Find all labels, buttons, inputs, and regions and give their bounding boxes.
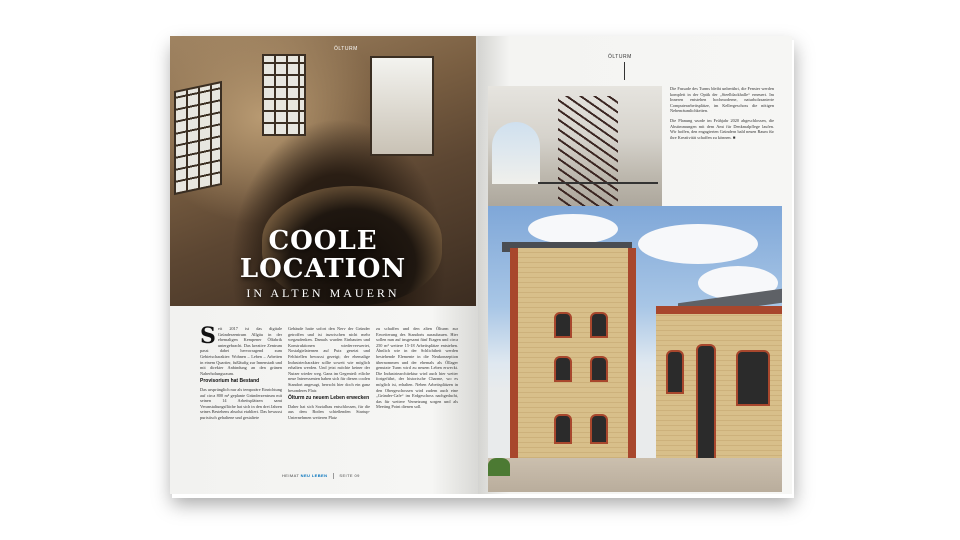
headline-line-1: COOLE bbox=[268, 226, 378, 256]
photo-staircase-interior bbox=[488, 86, 662, 214]
photo-building-exterior bbox=[488, 206, 782, 492]
tower-window bbox=[590, 414, 608, 444]
paragraph: Das ursprünglich nur als temporäre Einrichtung auf circa 800 m² geplante Gründerzentrum mit seinen 14 Arbeitsplätzen samt Veranstaltungsfläche hat sich in den drei Jahren seines Bestehens absolut etabliert. Das bewusst puristisch gehaltene und gestaltete bbox=[200, 386, 282, 420]
paragraph: Die Planung wurde im Frühjahr 2020 abgeschlossen, die Abstimmungen mit dem Amt für Denkmalpflege laufen. Wir hoffen, den engagierten Gründern bald neuen Raum für ihre Kreativität schaffen zu können. bbox=[670, 117, 774, 140]
footer-divider bbox=[333, 473, 334, 479]
hall-door bbox=[696, 344, 716, 464]
drop-cap: S bbox=[200, 323, 216, 349]
footer-accent: NEU LEBEN bbox=[300, 473, 328, 479]
footer-page-number: SEITE 09 bbox=[339, 473, 360, 479]
page-footer bbox=[282, 473, 360, 479]
headline-line-2: LOCATION bbox=[239, 254, 407, 284]
railing bbox=[538, 182, 658, 204]
brick-tower bbox=[510, 248, 636, 462]
tower-window bbox=[590, 312, 608, 338]
tower-window bbox=[554, 312, 572, 338]
article-column-1 bbox=[200, 323, 282, 424]
brick-hall bbox=[656, 306, 782, 470]
section-kicker: ÖLTURM bbox=[334, 46, 358, 52]
paragraph: Die Fassade des Turms bleibt unberührt, die Fenster werden komplett in der Optik der „Steelblackhalle“ erneuert. Im Inneren entstehen hochmoderne, naturholzsanierte Computerarbeitsplätze, im Kellergeschoss die nötigen Nebenräumlichkeiten. bbox=[670, 86, 774, 114]
paragraph: Daher hat sich Sozialbau entschlossen, für die aus dem Boden schießenden Startup-Unternehmen weiteren Platz bbox=[288, 403, 370, 420]
cloud bbox=[528, 214, 618, 244]
article-column-2 bbox=[288, 326, 370, 424]
hall-window bbox=[666, 350, 684, 394]
hero-photo-interior bbox=[170, 36, 476, 306]
kicker-rule bbox=[624, 62, 625, 80]
end-mark: ■ bbox=[732, 134, 736, 140]
hall-window bbox=[736, 350, 770, 406]
arched-window bbox=[174, 81, 222, 195]
cloud bbox=[638, 224, 758, 264]
window-opening bbox=[492, 122, 540, 184]
tower-window bbox=[554, 356, 572, 382]
bright-window-opening bbox=[370, 56, 434, 156]
subheading: Provisorium hat Bestand bbox=[200, 378, 260, 385]
subheading: Ölturm zu neuem Leben erwecken bbox=[288, 395, 370, 402]
tower-window bbox=[590, 356, 608, 382]
article-column-3 bbox=[376, 326, 458, 413]
courtyard-ground bbox=[488, 458, 782, 492]
paragraph: zu schaffen und den alten Ölturm zur Erweiterung des Standorts auszubauen. Hier sollen nun auf insgesamt fünf Etagen und circa 250 m² weitere 15-18 Arbeitsplätze entstehen. Ähnlich wie in der Schlichtheit werden bestehende Elemente in die Neukonzeption übernommen und der ehemals als Öllager genutzte Turm wird zu neuem Leben erweckt. Die Industriearchitektur wird auch hier weiter fortgeführt, der historische Charme, wo es möglich ist, erhalten. Neben Arbeitsplätzen in den Obergeschossen wird zudem auch eine „Gründer-Cafe“ im Erdgeschoss nachgedacht, das für weitere Vernetzung sorgen und als Meeting Point dienen soll. bbox=[376, 326, 458, 410]
paragraph: eit 2017 ist das digitale Gründerzentrum Allgäu in der ehemaligen Kempener Ölfabrik untergebracht. Das kreative Zentrum passt dabei hervorragend zum Gebietscharakter: Wohnen – Leben – Arbeiten in einem Quartier, fußläufig zur Innenstadt und mit direkter Anbindung an den grünen Naherholungsraum. bbox=[200, 326, 282, 376]
paragraph: Gebäude hatte sofort den Nerv der Gründer getroffen und ist inzwischen nicht mehr wegzudenken. Damals wurden Einbauten und Konstruktionen wiederverwertet, Nostalgielaternen auf Putz gesetzt und Fehlstellen bewusst gezeigt; der ehemalige Industriecharakter sollte soweit wie möglich erhalten werden. Und jetzt möchte keiner der Nutzer wieder weg. Ganz im Gegenteil: etliche neue Interessenten haben sich für diesen coolen Standort angesagt, herrscht hier doch ein ganz besonderes Flair. bbox=[288, 326, 370, 393]
headline-subtitle: IN ALTEN MAUERN bbox=[246, 286, 400, 300]
section-kicker: ÖLTURM bbox=[608, 54, 632, 60]
right-text-block bbox=[670, 86, 774, 144]
left-page bbox=[170, 36, 478, 494]
footer-brand: HEIMAT bbox=[282, 473, 300, 479]
tower-window bbox=[554, 414, 572, 444]
right-page bbox=[478, 36, 792, 494]
shrub bbox=[488, 458, 510, 476]
arched-window bbox=[262, 54, 306, 136]
magazine-spread bbox=[170, 36, 792, 494]
